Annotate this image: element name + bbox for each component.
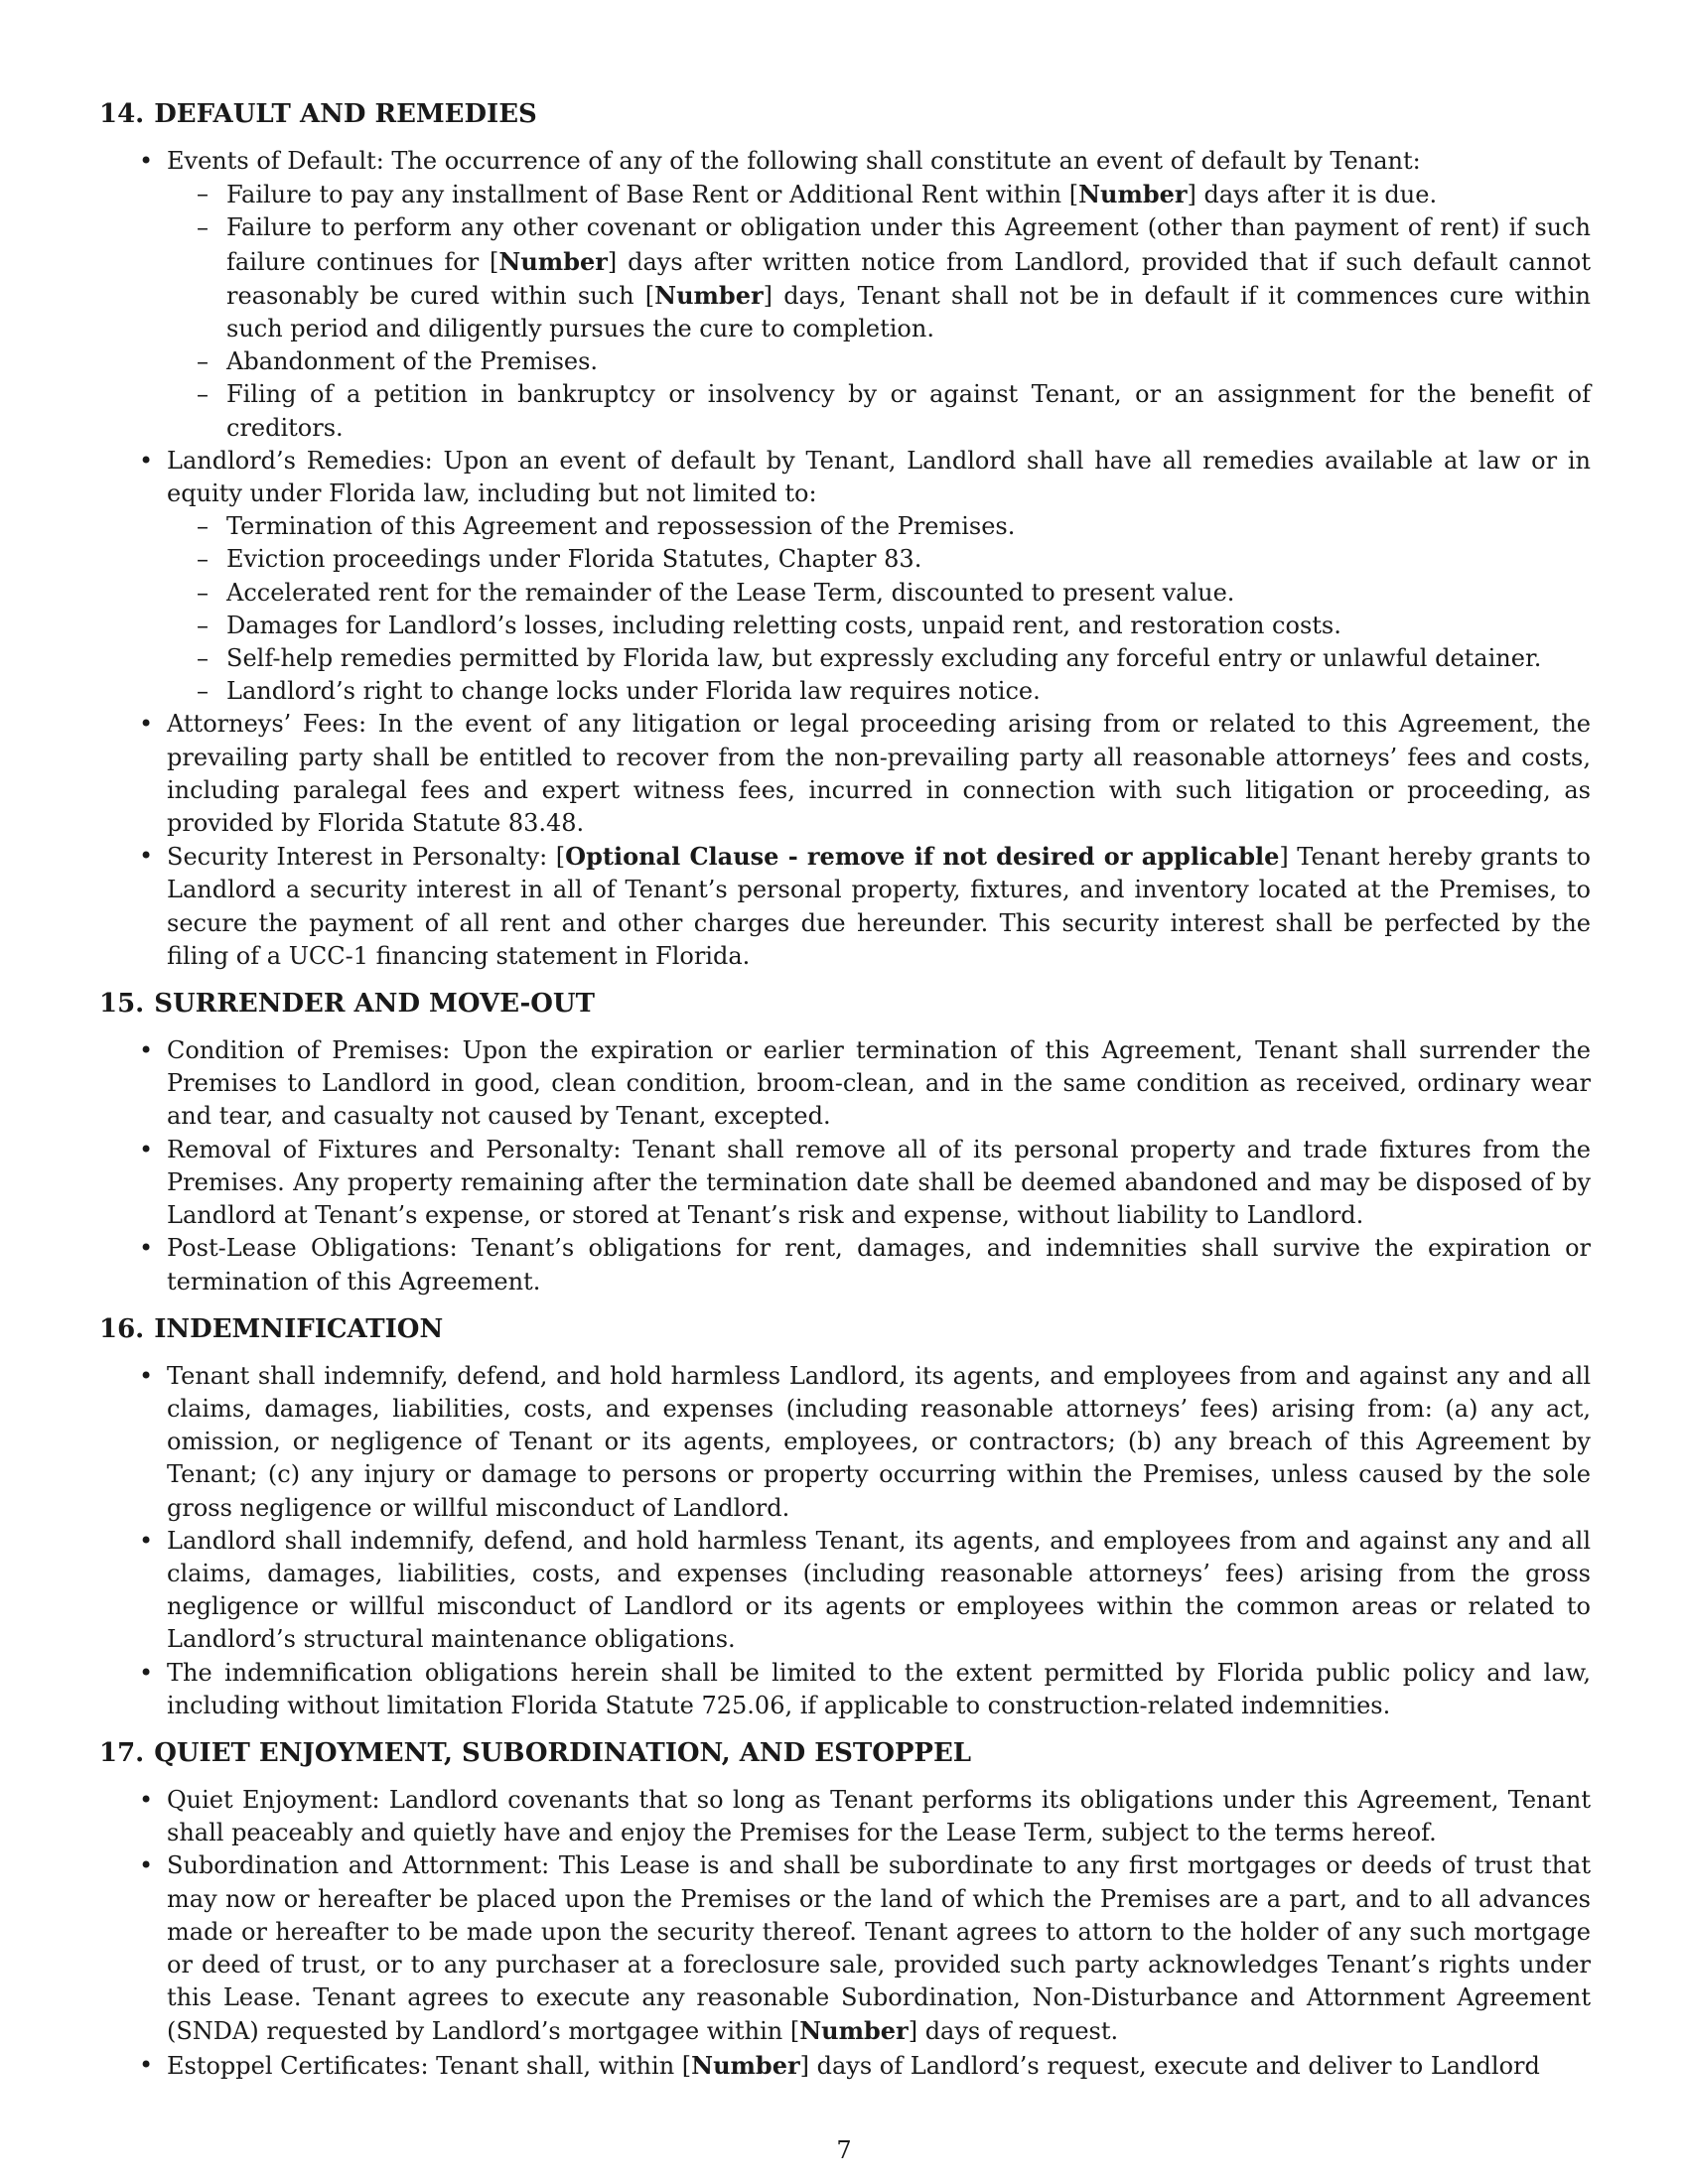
list-item xyxy=(99,145,1591,445)
sub-list-item xyxy=(167,675,1591,708)
section-number: 15. xyxy=(99,989,145,1020)
text-run: ] days of request. xyxy=(908,2017,1119,2046)
list-item xyxy=(99,1849,1591,2048)
text-run: Estoppel Certificates: Tenant shall, within [ xyxy=(167,2051,692,2080)
sub-list-item xyxy=(167,610,1591,642)
text-run: Abandonment of the Premises. xyxy=(226,347,599,376)
placeholder-bold: Optional Clause - remove if not desired or applicable xyxy=(565,842,1280,872)
sub-list-item xyxy=(167,345,1591,378)
placeholder-bold: Number xyxy=(691,2050,800,2080)
list-item xyxy=(99,840,1591,973)
placeholder-bold: Number xyxy=(654,280,764,310)
text-run: Failure to pay any installment of Base Rent or Additional Rent within [ xyxy=(226,181,1079,209)
text-run: ] days, Tenant shall not be in default if it commences cure within such period and diligently pursues the cure to completion. xyxy=(226,281,1592,343)
placeholder-bold: Number xyxy=(1078,180,1188,209)
sub-list-item xyxy=(167,510,1591,543)
text-run: Filing of a petition in bankruptcy or insolvency by or against Tenant, or an assignment for the benefit of creditors. xyxy=(226,380,1591,442)
text-run: ] days after it is due. xyxy=(1187,181,1438,209)
section-heading xyxy=(99,97,1591,131)
text-run: Condition of Premises: Upon the expiration or earlier termination of this Agreement, Tenant shall surrender the Premises to Landlord in good, clean condition, broom-clean, and in the same condition as received, ordinary wear and tear, and casualty not caused by Tenant, excepted. xyxy=(167,1036,1591,1131)
section-16 xyxy=(99,1312,1591,1722)
bullet-list xyxy=(99,1360,1591,1722)
list-item xyxy=(99,1525,1591,1657)
sub-list-item xyxy=(167,577,1591,610)
text-run: ] days after written notice from Landlord, provided that if such default cannot reasonably be cured within such [ xyxy=(226,247,1591,310)
list-item xyxy=(99,445,1591,709)
section-number: 14. xyxy=(99,99,145,129)
section-heading xyxy=(99,987,1591,1021)
text-run: Self-help remedies permitted by Florida law, but expressly excluding any forceful entry or unlawful detainer. xyxy=(226,644,1542,673)
document-body xyxy=(99,97,1591,2097)
section-14 xyxy=(99,97,1591,973)
section-heading xyxy=(99,1312,1591,1346)
text-run: Subordination and Attornment: This Lease is and shall be subordinate to any first mortgages or deeds of trust that may now or hereafter be placed upon the Premises or the land of which the Premises are a part, and to all advances made or hereafter to be made upon the security thereof. Tenant agrees to attorn to the holder of any such mortgage or deed of trust, or to any purchaser at a foreclosure sale, provided such party acknowledges Tenant’s rights under this Lease. Tenant agrees to execute any reasonable Subordination, Non-Disturbance and Attornment Agreement (SNDA) requested by Landlord’s mortgagee within [ xyxy=(167,1851,1591,2046)
placeholder-bold: Number xyxy=(498,246,608,276)
section-number: 17. xyxy=(99,1737,145,1768)
text-run: Attorneys’ Fees: In the event of any litigation or legal proceeding arising from or related to this Agreement, the prevailing party shall be entitled to recover from the non-prevailing party all reasonable attorneys’ fees and costs, including paralegal fees and expert witness fees, incurred in connection with such litigation or proceeding, as provided by Florida Statute 83.48. xyxy=(167,710,1591,838)
list-item xyxy=(99,1034,1591,1134)
text-run: ] Tenant hereby grants to Landlord a security interest in all of Tenant’s personal property, fixtures, and inventory located at the Premises, to secure the payment of all rent and other charges due hereunder. This security interest shall be perfected by the filing of a UCC-1 financing statement in Florida. xyxy=(167,843,1592,970)
placeholder-bold: Number xyxy=(799,2016,909,2046)
bullet-list xyxy=(99,145,1591,973)
page-number: 7 xyxy=(836,2136,852,2164)
sub-list-item xyxy=(167,178,1591,211)
section-title: DEFAULT AND REMEDIES xyxy=(154,99,537,129)
section-heading xyxy=(99,1736,1591,1770)
text-run: Post-Lease Obligations: Tenant’s obligations for rent, damages, and indemnities shall survive the expiration or termination of this Agreement. xyxy=(167,1234,1591,1296)
sub-list-item xyxy=(167,211,1591,345)
text-run: Tenant shall indemnify, defend, and hold harmless Landlord, its agents, and employees from and against any and all claims, damages, liabilities, costs, and expenses (including reasonable attorneys’ fees) arising from: (a) any act, omission, or negligence of Tenant or its agents, employees, or contractors; (b) any breach of this Agreement by Tenant; (c) any injury or damage to persons or property occurring within the Premises, unless caused by the sole gross negligence or willful misconduct of Landlord. xyxy=(167,1361,1591,1522)
text-run: Landlord’s right to change locks under Florida law requires notice. xyxy=(226,677,1041,706)
list-item-text: Landlord’s Remedies: Upon an event of default by Tenant, Landlord shall have all remedies available at law or in equity under Florida law, including but not limited to: xyxy=(167,446,1591,508)
section-title: QUIET ENJOYMENT, SUBORDINATION, AND ESTOPPEL xyxy=(154,1737,972,1768)
list-item xyxy=(99,2049,1591,2083)
bullet-list xyxy=(99,1034,1591,1298)
list-item xyxy=(99,1360,1591,1525)
text-run: Security Interest in Personalty: [ xyxy=(167,843,566,872)
section-number: 16. xyxy=(99,1313,145,1344)
list-item xyxy=(99,1657,1591,1722)
sub-list-item xyxy=(167,543,1591,576)
text-run: Termination of this Agreement and repossession of the Premises. xyxy=(226,512,1016,541)
text-run: Quiet Enjoyment: Landlord covenants that so long as Tenant performs its obligations under this Agreement, Tenant shall peaceably and quietly have and enjoy the Premises for the Lease Term, subject to the terms hereof. xyxy=(167,1785,1591,1847)
text-run: Landlord shall indemnify, defend, and hold harmless Tenant, its agents, and employees from and against any and all claims, damages, liabilities, costs, and expenses (including reasonable attorneys’ fees) arising from the gross negligence or willful misconduct of Landlord or its agents or employees within the common areas or related to Landlord’s structural maintenance obligations. xyxy=(167,1526,1591,1654)
list-item xyxy=(99,1134,1591,1233)
text-run: Damages for Landlord’s losses, including reletting costs, unpaid rent, and restoration costs. xyxy=(226,611,1341,639)
list-item xyxy=(99,1784,1591,1849)
text-run: The indemnification obligations herein shall be limited to the extent permitted by Florida public policy and law, including without limitation Florida Statute 725.06, if applicable to construction-related indemnities. xyxy=(167,1658,1591,1719)
sub-list xyxy=(167,178,1591,445)
sub-list-item xyxy=(167,378,1591,444)
section-title: SURRENDER AND MOVE-OUT xyxy=(154,989,595,1020)
text-run: Failure to perform any other covenant or obligation under this Agreement (other than payment of rent) if such failure continues for [ xyxy=(226,213,1591,276)
text-run: Removal of Fixtures and Personalty: Tenant shall remove all of its personal property and trade fixtures from the Premises. Any property remaining after the termination date shall be deemed abandoned and may be disposed of by Landlord at Tenant’s expense, or stored at Tenant’s risk and expense, without liability to Landlord. xyxy=(167,1135,1591,1230)
list-item xyxy=(99,708,1591,840)
sub-list xyxy=(167,510,1591,708)
list-item-text: Events of Default: The occurrence of any of the following shall constitute an event of default by Tenant: xyxy=(167,147,1421,175)
sub-list-item xyxy=(167,642,1591,675)
text-run: ] days of Landlord’s request, execute and deliver to Landlord xyxy=(799,2051,1540,2080)
text-run: Eviction proceedings under Florida Statutes, Chapter 83. xyxy=(226,545,922,574)
section-17 xyxy=(99,1736,1591,2083)
section-title: INDEMNIFICATION xyxy=(154,1313,444,1344)
list-item xyxy=(99,1232,1591,1297)
bullet-list xyxy=(99,1784,1591,2083)
section-15 xyxy=(99,987,1591,1298)
text-run: Accelerated rent for the remainder of the Lease Term, discounted to present value. xyxy=(226,578,1235,607)
